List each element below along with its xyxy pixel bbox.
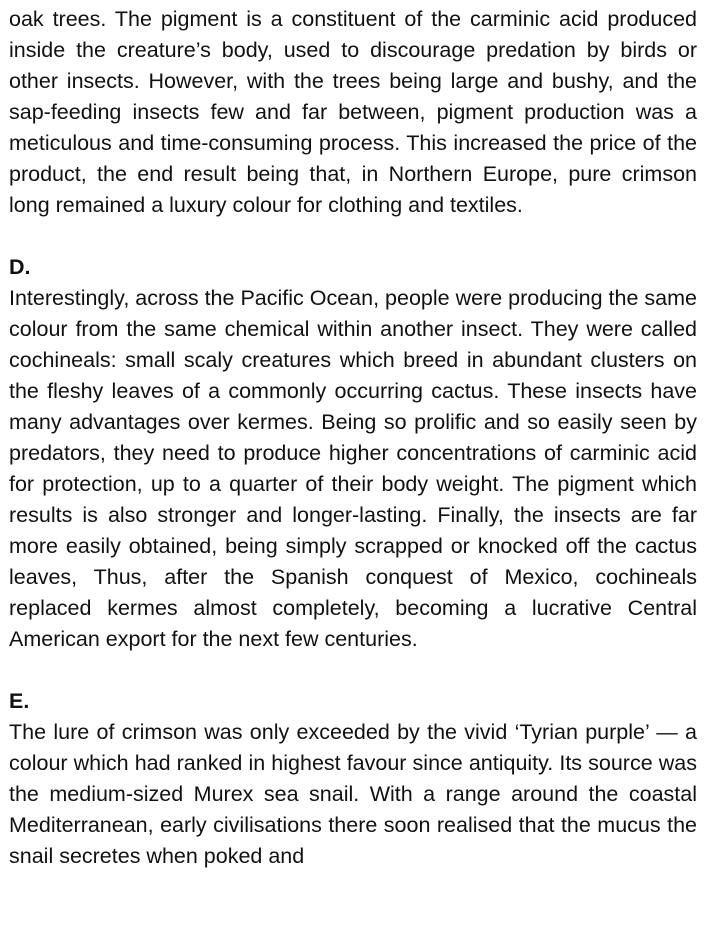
section-e-paragraph: The lure of crimson was only exceeded by the vivid ‘Tyrian purple’ — a colour which had ranked in highest favour since antiquity. Its source was the medium-sized Murex sea snail. With a range around the coastal Mediterranean, early civilisations there soon realised that the mucus the snail secretes when poked and — [9, 720, 697, 868]
paragraph-spacer — [9, 655, 697, 686]
section-c-paragraph: oak trees. The pigment is a constituent of the carminic acid produced inside the creature’s body, used to discourage predation by birds or other insects. However, with the trees being large and bushy, and the sap-feeding insects few and far between, pigment production was a meticulous and time-consuming process. This increased the price of the product, the end result being that, in Northern Europe, pure crimson long remained a luxury colour for clothing and textiles. — [9, 7, 697, 217]
section-d-heading: D. — [9, 255, 31, 279]
section-e-heading: E. — [9, 689, 30, 713]
section-d-paragraph: Interestingly, across the Pacific Ocean, people were producing the same colour from the same chemical within another insect. They were called cochineals: small scaly creatures which breed in abundant clusters on the fleshy leaves of a commonly occurring cactus. These insects have many advantages over kermes. Being so prolific and so easily seen by predators, they need to produce higher concentrations of carminic acid for protection, up to a quarter of their body weight. The pigment which results is also stronger and longer-lasting. Finally, the insects are far more easily obtained, being simply scrapped or knocked off the cactus leaves, Thus, after the Spanish conquest of Mexico, cochineals replaced kermes almost completely, becoming a lucrative Central American export for the next few centuries. — [9, 286, 697, 651]
paragraph-spacer — [9, 221, 697, 252]
document-page — [9, 4, 697, 872]
